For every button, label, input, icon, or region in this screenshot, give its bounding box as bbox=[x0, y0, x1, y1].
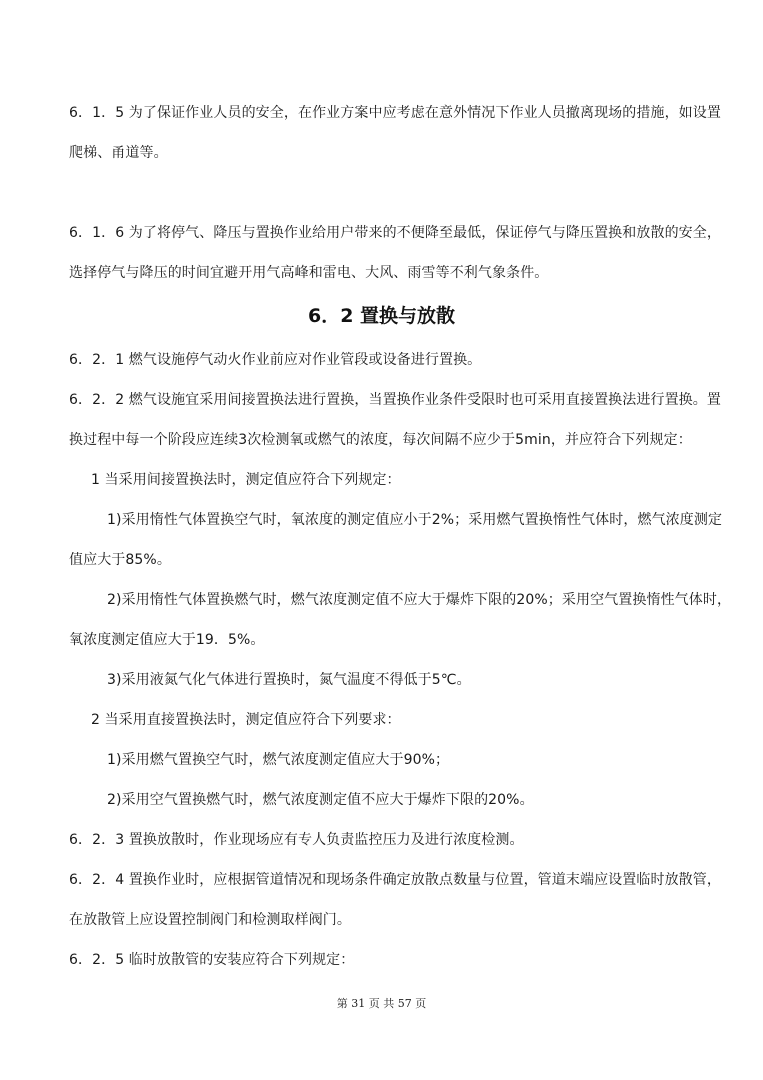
clause-6-1-6-line-1: 6．1．6 为了将停气、降压与置换作业给用户带来的不便降至最低，保证停气与降压置换和放散的安全， bbox=[69, 225, 721, 241]
clause-6-1-6-line-2: 选择停气与降压的时间宜避开用气高峰和雷电、大风、雨雪等不利气象条件。 bbox=[69, 265, 549, 281]
section-heading-6-2: 6．2 置换与放散 bbox=[307, 305, 456, 327]
sub-item-1-1-line-2: 值应大于85%。 bbox=[69, 552, 171, 568]
clause-6-2-4-line-2: 在放散管上应设置控制阀门和检测取样阀门。 bbox=[69, 912, 351, 928]
sub-item-1-2-line-2: 氧浓度测定值应大于19．5%。 bbox=[69, 632, 265, 648]
clause-6-2-4-line-1: 6．2．4 置换作业时，应根据管道情况和现场条件确定放散点数量与位置，管道末端应设置临时放散管， bbox=[69, 872, 721, 888]
clause-6-1-5-line-2: 爬梯、甬道等。 bbox=[69, 145, 168, 161]
sub-item-2-1: 1)采用燃气置换空气时，燃气浓度测定值应大于90%； bbox=[107, 752, 450, 768]
clause-6-2-2-line-1: 6．2．2 燃气设施宜采用间接置换法进行置换，当置换作业条件受限时也可采用直接置换法进行置换。置 bbox=[69, 392, 721, 408]
sub-item-2-2: 2)采用空气置换燃气时，燃气浓度测定值不应大于爆炸下限的20%。 bbox=[107, 792, 534, 808]
clause-6-2-3: 6．2．3 置换放散时，作业现场应有专人负责监控压力及进行浓度检测。 bbox=[69, 832, 524, 848]
list-item-1: 1 当采用间接置换法时，测定值应符合下列规定： bbox=[91, 472, 401, 488]
clause-6-1-5-line-1: 6．1．5 为了保证作业人员的安全，在作业方案中应考虑在意外情况下作业人员撤离现场的措施，如设置 bbox=[69, 105, 721, 121]
sub-item-1-1-line-1: 1)采用惰性气体置换空气时，氧浓度的测定值应小于2%；采用燃气置换惰性气体时，燃气浓度测定 bbox=[107, 512, 723, 528]
list-item-2: 2 当采用直接置换法时，测定值应符合下列要求： bbox=[91, 712, 401, 728]
clause-6-2-5: 6．2．5 临时放散管的安装应符合下列规定： bbox=[69, 952, 355, 968]
clause-6-2-2-line-2: 换过程中每一个阶段应连续3次检测氧或燃气的浓度，每次间隔不应少于5min，并应符合下列规定： bbox=[69, 432, 692, 448]
sub-item-1-2-line-1: 2)采用惰性气体置换燃气时，燃气浓度测定值不应大于爆炸下限的20%；采用空气置换惰性气体时， bbox=[107, 592, 732, 608]
page-number-footer: 第 31 页 共 57 页 bbox=[336, 997, 427, 1010]
clause-6-2-1: 6．2．1 燃气设施停气动火作业前应对作业管段或设备进行置换。 bbox=[69, 352, 482, 368]
sub-item-1-3: 3)采用液氮气化气体进行置换时，氮气温度不得低于5℃。 bbox=[107, 672, 471, 688]
